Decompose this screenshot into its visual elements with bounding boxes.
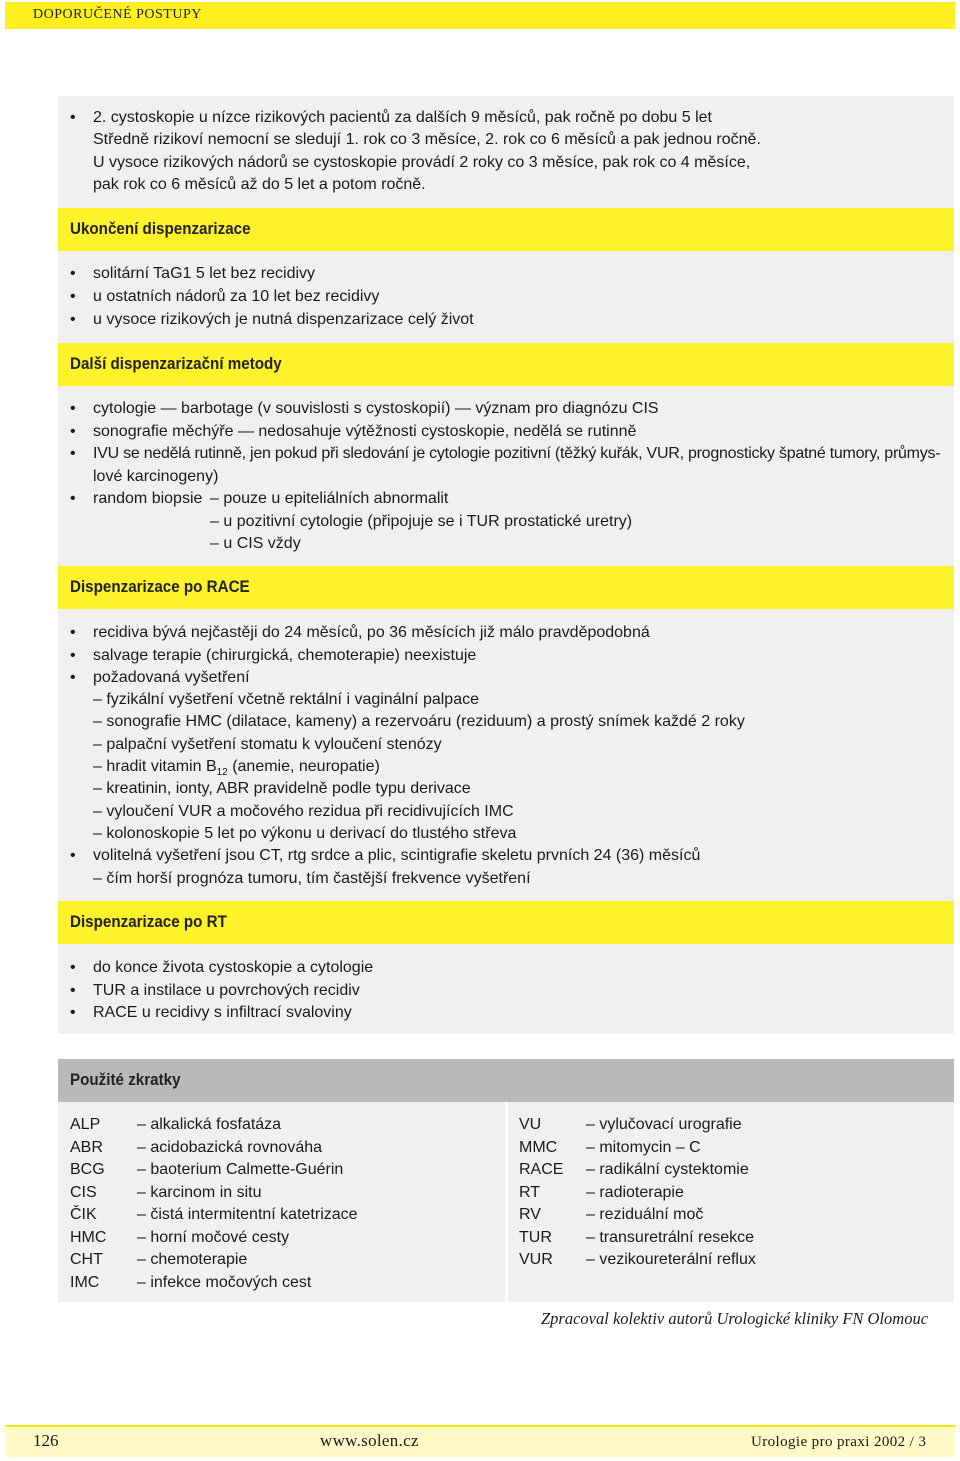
abbreviation-description: – infekce močových cest bbox=[137, 1273, 312, 1291]
abbreviation-description: – transuretrální resekce bbox=[586, 1228, 755, 1246]
sub-item-text: (anemie, neuropatie) bbox=[232, 758, 380, 775]
credit-text: Zpracoval kolektiv autorů Urologické kliniky FN Olomouc bbox=[541, 1309, 929, 1328]
abbreviation-code: CIS bbox=[70, 1183, 97, 1201]
section-title: Dispenzarizace po RACE bbox=[70, 578, 250, 596]
list-item: do konce života cystoskopie a cytologie bbox=[93, 959, 374, 976]
list-item: random biopsie bbox=[93, 490, 203, 507]
bullet: • bbox=[70, 669, 76, 686]
abbreviations-title-bar bbox=[58, 1059, 954, 1102]
abbreviation-code: ALP bbox=[70, 1116, 101, 1133]
abbreviation-code: RT bbox=[519, 1183, 541, 1201]
bullet: • bbox=[70, 1004, 76, 1021]
sub-item-text: – hradit vitamin B bbox=[93, 758, 217, 775]
intro-line: Středně rizikoví nemocní se sledují 1. rok co 3 měsíce, 2. rok co 6 měsíců a pak jednou ročně. bbox=[93, 131, 761, 148]
abbreviation-code: HMC bbox=[70, 1228, 107, 1246]
intro-line: U vysoce rizikových nádorů se cystoskopie provádí 2 roky co 3 měsíce, pak rok co 4 měsíce, bbox=[93, 154, 751, 171]
intro-line: 2. cystoskopie u nízce rizikových pacientů za dalších 9 měsíců, pak ročně po dobu 5 let bbox=[93, 109, 712, 126]
abbreviations-title: Použité zkratky bbox=[70, 1071, 181, 1089]
bullet: • bbox=[70, 423, 76, 440]
abbreviation-description: – čistá intermitentní katetrizace bbox=[137, 1206, 358, 1223]
list-item: cytologie — barbotage (v souvislosti s cystoskopií) — význam pro diagnózu CIS bbox=[93, 400, 659, 417]
sub-item: – u CIS vždy bbox=[210, 535, 301, 552]
list-item: sonografie měchýře — nedosahuje výtěžnosti cystoskopie, nedělá se rutinně bbox=[93, 423, 637, 440]
list-item-continuation: lové karcinogeny) bbox=[93, 468, 219, 485]
page-number: 126 bbox=[33, 1431, 59, 1450]
abbreviation-description: – reziduální moč bbox=[586, 1206, 704, 1223]
section-title-bar bbox=[58, 901, 954, 944]
abbreviation-code: ČIK bbox=[70, 1206, 97, 1223]
sub-item: – pouze u epiteliálních abnormalit bbox=[210, 490, 449, 507]
list-item: u ostatních nádorů za 10 let bez recidivy bbox=[93, 288, 380, 305]
abbreviation-code: CHT bbox=[70, 1251, 103, 1268]
sub-item: – sonografie HMC (dilatace, kameny) a rezervoáru (reziduum) a prostý snímek každé 2 roky bbox=[93, 713, 745, 730]
list-item: u vysoce rizikových je nutná dispenzarizace celý život bbox=[93, 311, 474, 328]
intro-line: pak rok co 6 měsíců až do 5 let a potom ročně. bbox=[93, 176, 426, 193]
abbreviation-code: VUR bbox=[519, 1251, 553, 1268]
bullet: • bbox=[70, 959, 76, 976]
abbreviation-code: TUR bbox=[519, 1228, 552, 1246]
section-title-bar bbox=[58, 343, 954, 386]
list-item: solitární TaG1 5 let bez recidivy bbox=[93, 265, 316, 282]
abbreviation-description: – acidobazická rovnováha bbox=[137, 1138, 323, 1156]
abbreviation-description: – horní močové cesty bbox=[137, 1228, 290, 1246]
subscript: 12 bbox=[216, 767, 228, 779]
list-item: RACE u recidivy s infiltrací svaloviny bbox=[93, 1004, 352, 1021]
list-item: IVU se nedělá rutinně, jen pokud při sledování je cytologie pozitivní (těžký kuřák, VUR, prognosticky špatné tumory, průmys- bbox=[93, 445, 941, 462]
abbreviation-description: – baoterium Calmette-Guérin bbox=[137, 1161, 344, 1178]
sub-item: – čím horší prognóza tumoru, tím častější frekvence vyšetření bbox=[93, 870, 531, 887]
sub-item: – vyloučení VUR a močového rezidua při recidivujících IMC bbox=[93, 803, 514, 820]
website-link[interactable]: www.solen.cz bbox=[320, 1431, 419, 1450]
abbreviation-description: – vezikoureterální reflux bbox=[586, 1251, 756, 1268]
bullet: • bbox=[70, 445, 76, 462]
list-item: TUR a instilace u povrchových recidiv bbox=[93, 982, 360, 999]
bullet: • bbox=[70, 311, 76, 328]
footer-bar bbox=[5, 1427, 955, 1457]
abbreviation-description: – radikální cystektomie bbox=[586, 1161, 749, 1178]
section-header-label: DOPORUČENÉ POSTUPY bbox=[33, 7, 202, 22]
abbreviation-code: VU bbox=[519, 1116, 542, 1133]
bullet: • bbox=[70, 647, 76, 664]
list-item: volitelná vyšetření jsou CT, rtg srdce a plic, scintigrafie skeletu prvních 24 (36) měsíců bbox=[93, 847, 701, 864]
bullet: • bbox=[70, 982, 76, 999]
abbreviation-description: – vylučovací urografie bbox=[586, 1116, 742, 1133]
abbreviation-code: MMC bbox=[519, 1138, 558, 1156]
bullet: • bbox=[70, 400, 76, 417]
list-item: požadovaná vyšetření bbox=[93, 669, 250, 686]
section-title: Další dispenzarizační metody bbox=[70, 355, 282, 373]
sub-item: – fyzikální vyšetření včetně rektální i vaginální palpace bbox=[93, 691, 479, 708]
bullet: • bbox=[70, 624, 76, 641]
sub-item: – kreatinin, ionty, ABR pravidelně podle typu derivace bbox=[93, 780, 471, 797]
abbreviation-description: – radioterapie bbox=[586, 1183, 684, 1201]
list-item: recidiva bývá nejčastěji do 24 měsíců, po 36 měsících již málo pravděpodobná bbox=[93, 624, 650, 641]
bullet: • bbox=[70, 109, 76, 126]
abbreviation-description: – chemoterapie bbox=[137, 1251, 248, 1268]
list-item: salvage terapie (chirurgická, chemoterapie) neexistuje bbox=[93, 647, 477, 664]
section-title: Dispenzarizace po RT bbox=[70, 913, 227, 931]
sub-item: – u pozitivní cytologie (připojuje se i TUR prostatické uretry) bbox=[210, 513, 633, 530]
abbreviation-description: – alkalická fosfatáza bbox=[137, 1116, 282, 1133]
section-title-bar bbox=[58, 566, 954, 609]
journal-name: Urologie pro praxi 2002 / 3 bbox=[751, 1434, 927, 1450]
section-header-bar bbox=[5, 2, 955, 29]
abbreviation-code: BCG bbox=[70, 1161, 105, 1178]
bullet: • bbox=[70, 288, 76, 305]
section-title: Ukončení dispenzarizace bbox=[70, 220, 251, 238]
abbreviation-code: RV bbox=[519, 1206, 541, 1223]
bullet: • bbox=[70, 265, 76, 282]
sub-item: – palpační vyšetření stomatu k vyloučení stenózy bbox=[93, 736, 442, 753]
abbreviation-code: IMC bbox=[70, 1273, 100, 1291]
bullet: • bbox=[70, 847, 76, 864]
abbreviation-description: – karcinom in situ bbox=[137, 1183, 262, 1201]
abbreviation-description: – mitomycin – C bbox=[586, 1138, 701, 1156]
sub-item: – kolonoskopie 5 let po výkonu u derivací do tlustého střeva bbox=[93, 825, 517, 842]
section-title-bar bbox=[58, 208, 954, 251]
abbreviation-code: RACE bbox=[519, 1161, 564, 1178]
abbreviation-code: ABR bbox=[70, 1138, 103, 1156]
bullet: • bbox=[70, 490, 76, 507]
